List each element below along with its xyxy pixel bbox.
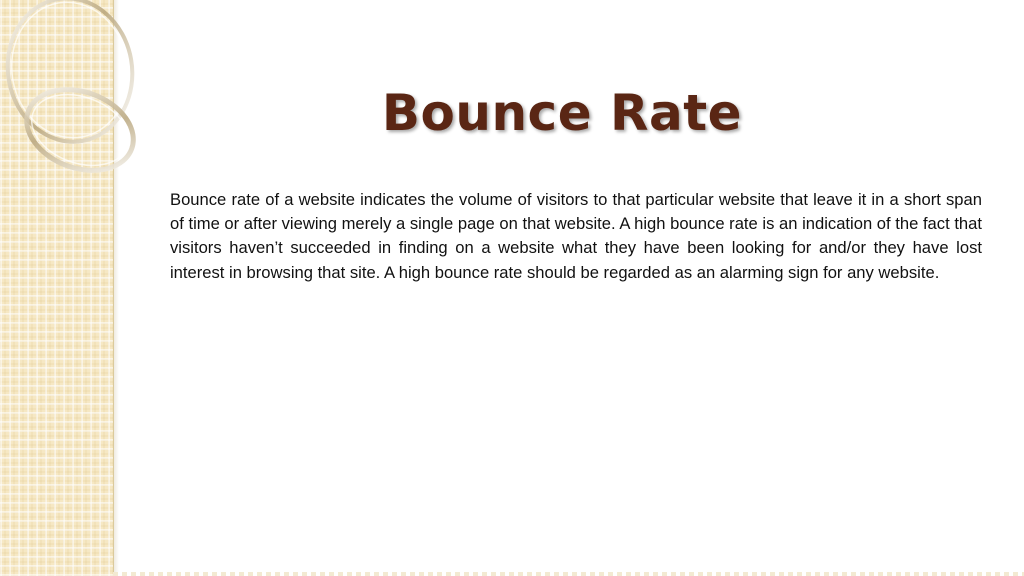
slide-body-paragraph: Bounce rate of a website indicates the volume of visitors to that particular website that leave it in a short span of time or after viewing merely a single page on that website. A high bounce rate is an indication of the fact that visitors haven’t succeeded in finding on a website what they have been looking for and/or they have lost interest in browsing that site. A high bounce rate should be regarded as an alarming sign for any website.: [170, 190, 982, 282]
slide-title: Bounce Rate: [381, 84, 743, 142]
decorative-rings: [0, 0, 160, 230]
decorative-bottom-band: [113, 572, 1024, 576]
small-ring: [15, 75, 144, 184]
large-ring: [0, 0, 144, 152]
